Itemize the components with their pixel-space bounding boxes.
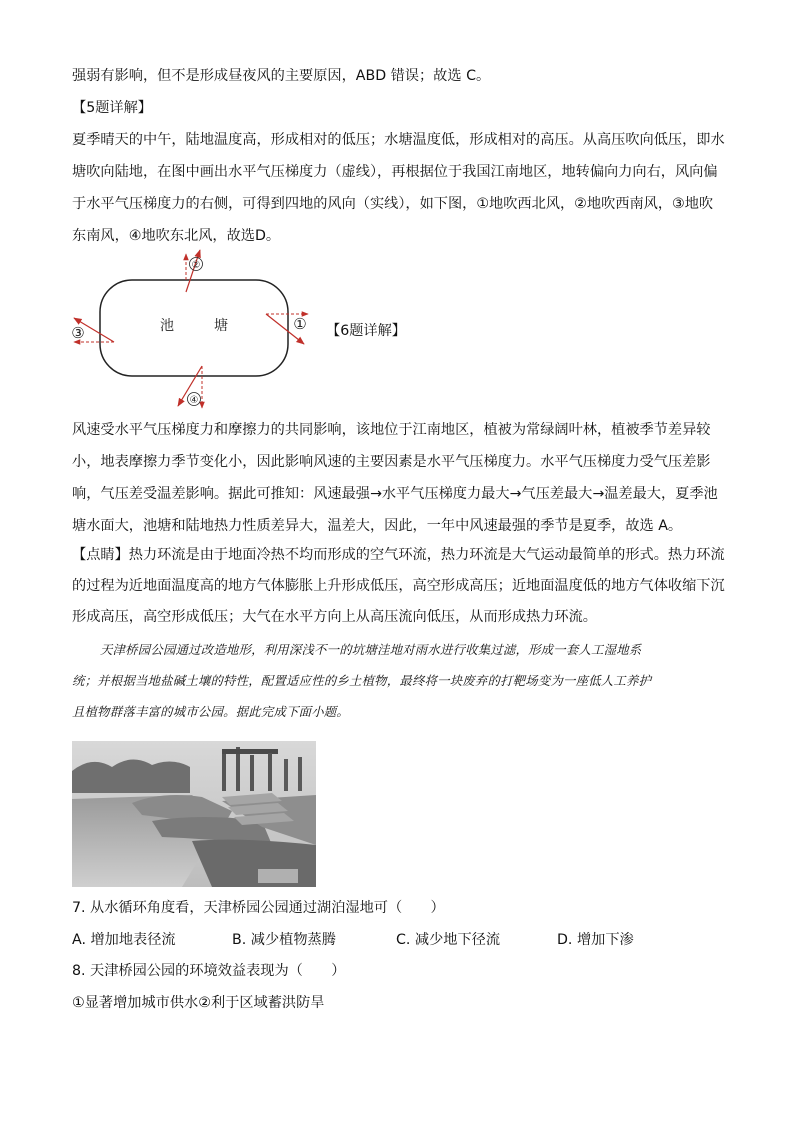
wind-arrow-2: [186, 250, 200, 292]
explanation-line: 小，地表摩擦力季节变化小，因此影响风速的主要因素是水平气压梯度力。水平气压梯度力受气压差影: [72, 454, 711, 470]
q7-option-a[interactable]: A. 增加地表径流: [72, 932, 176, 948]
label-2: ②: [191, 260, 201, 271]
tip-line: 形成高压，高空形成低压；大气在水平方向上从高压流向低压，从而形成热力环流。: [72, 609, 597, 625]
passage-line: 且植物群落丰富的城市公园。据此完成下面小题。: [72, 704, 349, 719]
q7-option-d[interactable]: D. 增加下渗: [557, 932, 634, 948]
explanation-line: 响，气压差受温差影响。据此可推知：风速最强→水平气压梯度力最大→气压差最大→温差最大，夏季池: [72, 486, 718, 502]
explanation-line: 夏季晴天的中午，陆地温度高，形成相对的低压；水塘温度低，形成相对的高压。从高压吹向低压，即水: [72, 132, 725, 148]
question-8: 8. 天津桥园公园的环境效益表现为（ ）: [72, 963, 346, 979]
wetland-park-photo: [72, 741, 316, 887]
pond-outline: [100, 280, 288, 376]
tip-line: 的过程为近地面温度高的地方气体膨胀上升形成低压，高空形成高压；近地面温度低的地方气体收缩下沉: [72, 578, 725, 594]
q8-statements: ①显著增加城市供水②利于区域蓄洪防旱: [72, 995, 325, 1011]
pond-char-left: 池: [160, 318, 174, 334]
q6-heading: 【6题详解】: [326, 323, 406, 339]
label-4: ④: [189, 395, 199, 406]
label-1: ①: [293, 315, 307, 333]
q5-heading: 【5题详解】: [72, 100, 152, 116]
question-7: 7. 从水循环角度看，天津桥园公园通过湖泊湿地可（ ）: [72, 900, 445, 916]
passage-line: 统；并根据当地盐碱土壤的特性，配置适应性的乡土植物，最终将一块废弃的打靶场变为一座低人工养护: [72, 673, 652, 688]
q7-option-c[interactable]: C. 减少地下径流: [396, 932, 501, 948]
tip-line: 【点睛】热力环流是由于地面冷热不均而形成的空气环流，热力环流是大气运动最简单的形式。热力环流: [72, 547, 725, 563]
wind-direction-diagram: [60, 248, 330, 413]
explanation-line: 强弱有影响，但不是形成昼夜风的主要原因，ABD 错误；故选 C。: [72, 68, 491, 84]
pond-char-right: 塘: [214, 318, 228, 334]
explanation-line: 塘吹向陆地，在图中画出水平气压梯度力（虚线），再根据位于我国江南地区，地转偏向力向右，风向偏: [72, 164, 718, 180]
q7-option-b[interactable]: B. 减少植物蒸腾: [232, 932, 336, 948]
label-3: ③: [71, 324, 85, 342]
explanation-line: 于水平气压梯度力的右侧，可得到四地的风向（实线），如下图，①地吹西北风，②地吹西南风，③地吹: [72, 196, 714, 212]
explanation-line: 风速受水平气压梯度力和摩擦力的共同影响，该地位于江南地区，植被为常绿阔叶林，植被季节差异较: [72, 422, 711, 438]
explanation-line: 东南风，④地吹东北风，故选D。: [72, 228, 281, 244]
passage-line: 天津桥园公园通过改造地形，利用深浅不一的坑塘洼地对雨水进行收集过滤，形成一套人工湿地系: [100, 642, 642, 657]
explanation-line: 塘水面大，池塘和陆地热力性质差异大，温差大，因此，一年中风速最强的季节是夏季，故选 A。: [72, 518, 683, 534]
